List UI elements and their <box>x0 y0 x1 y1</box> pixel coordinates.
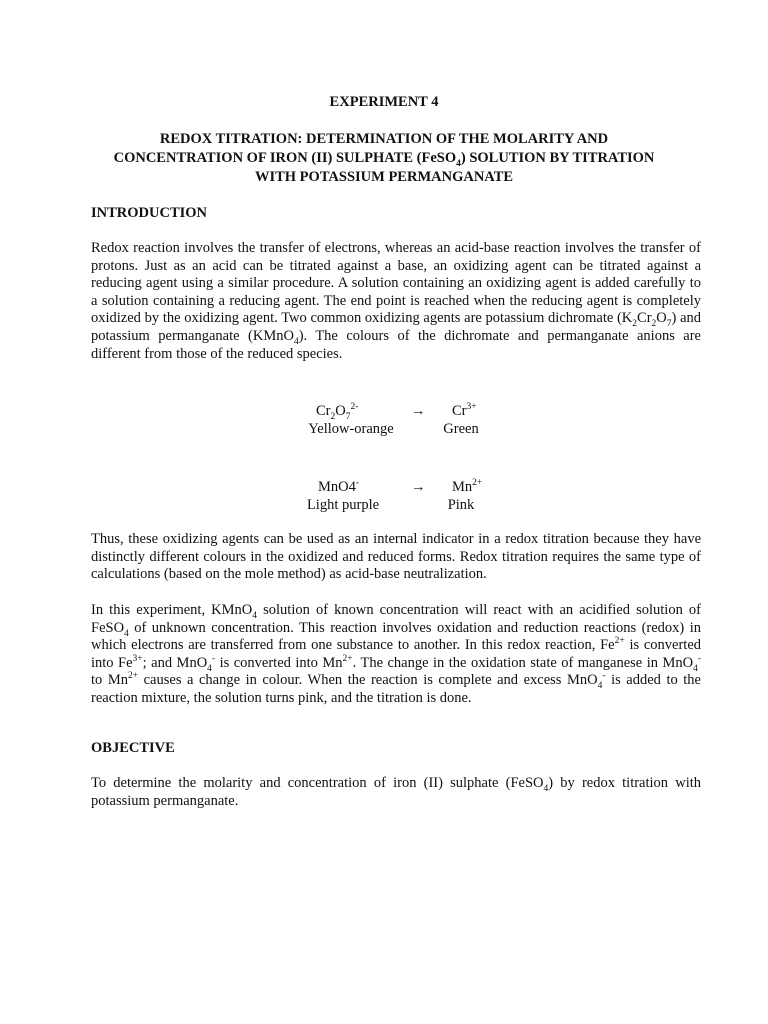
main-title-line-1: REDOX TITRATION: DETERMINATION OF THE MOLARITY AND <box>159 131 609 147</box>
experiment-title: EXPERIMENT 4 <box>329 94 439 110</box>
objective-paragraph: To determine the molarity and concentration of iron (II) sulphate (FeSO$_4$) by redox titration with potassium permanganate. <box>91 775 701 809</box>
equation-1-product-colour: Green <box>443 421 479 437</box>
equation-2-reactant: MnO4- <box>318 478 360 495</box>
equation-1-arrow: → <box>411 403 426 419</box>
equation-2-product-colour: Pink <box>447 497 475 513</box>
main-title-line-2: CONCENTRATION OF IRON (II) SULPHATE (FeSO$_4$) SOLUTION BY TITRATION <box>113 150 655 169</box>
equation-1-reactant-colour: Yellow-orange <box>308 421 394 437</box>
main-title-line-3: WITH POTASSIUM PERMANGANATE <box>254 169 514 185</box>
introduction-paragraph-2: Thus, these oxidizing agents can be used as an internal indicator in a redox titration because they have distinctly different colours in the oxidized and reduced forms. Redox titration requires the same type of calculations (based on the mole method) as acid-base neutralization. <box>91 531 701 583</box>
equation-2-product: $Mn^{2+}$ <box>452 478 483 495</box>
objective-heading: OBJECTIVE <box>91 740 175 756</box>
equation-2-arrow: → <box>411 479 426 495</box>
equation-1-product: $Cr^{3+}$ <box>452 402 477 419</box>
introduction-paragraph-3: In this experiment, KMnO$_4$ solution of known concentration will react with an acidified solution of FeSO$_4$ of unknown concentration. This reaction involves oxidation and reduction reactions (redox) in which electrons are transferred from one substance to another. In this redox reaction, $Fe^{2+}$ is converted into $Fe^{3+}$; and MnO$_4$- is converted into $Mn^{2+}$. The change in the oxidation state of manganese in MnO$_4$- to $Mn^{2+}$ causes a change in colour. When the reaction is complete and excess MnO$_4$- is added to the reaction mixture, the solution turns pink, and the titration is done. <box>91 602 702 706</box>
main-title <box>0 130 768 187</box>
introduction-heading: INTRODUCTION <box>91 205 208 221</box>
equation-2-reactant-colour: Light purple <box>306 497 380 513</box>
introduction-paragraph-1: Redox reaction involves the transfer of electrons, whereas an acid-base reaction involves the transfer of protons. Just as an acid can be titrated against a base, an oxidizing agent can be titrated against a reducing agent using a similar procedure. A solution containing an oxidizing agent is added carefully to a solution containing a reducing agent. The end point is reached when the reducing agent is completely oxidized by the oxidizing agent. Two common oxidizing agents are potassium dichromate $(K_2Cr_2O_7)$ and potassium permanganate (KMnO$_4$). The colours of the dichromate and permanganate anions are different from those of the reduced species. <box>91 240 702 362</box>
equation-1-reactant: $Cr_2O_7^{2-}$ <box>316 402 359 422</box>
